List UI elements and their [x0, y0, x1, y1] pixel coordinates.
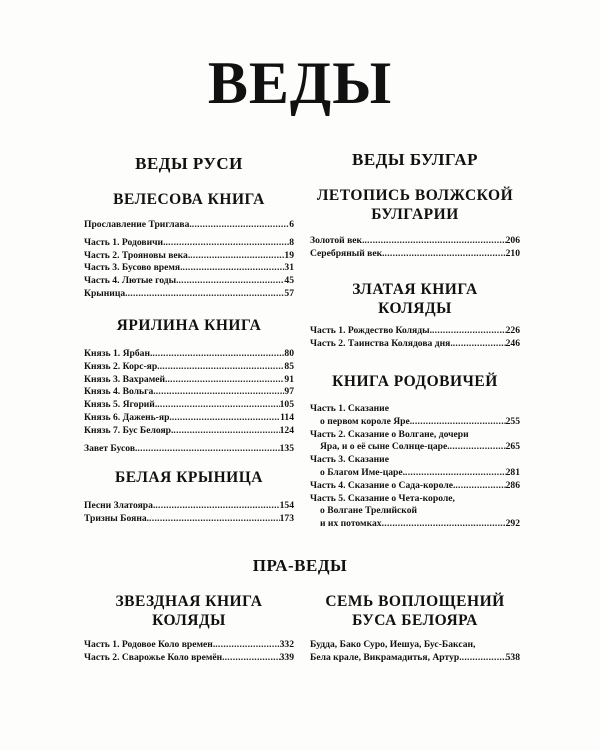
toc-entry[interactable]: Часть 3. Сказание о Благом Име-царе. ..... 281 [310, 454, 520, 480]
toc-entry[interactable]: Завет Бусов. ..... 135 [84, 443, 294, 456]
toc-entry[interactable]: Часть 2. Сварожье Коло времён. ..... 339 [84, 652, 294, 665]
book-heading-line2: БУСА БЕЛОЯРА [352, 612, 478, 629]
book-rodovichey [310, 372, 520, 531]
toc-entry[interactable]: Князь 4. Вольга. ..... 97 [84, 386, 294, 399]
toc-entry[interactable]: Князь 6. Дажень-яр. ..... 114 [84, 412, 294, 425]
book-heading: КНИГА РОДОВИЧЕЙ [332, 373, 498, 390]
book-letopis [310, 186, 520, 261]
book-zvezdnaya [84, 592, 294, 665]
toc-entry[interactable]: Часть 2. Таинства Колядова дня. ..... 246 [310, 338, 520, 351]
toc-entry[interactable]: Князь 7. Бус Белояр. ..... 124 [84, 425, 294, 438]
toc-entry[interactable]: Часть 4. Лютые годы. ..... 45 [84, 275, 294, 288]
book-heading-line1: ЗЛАТАЯ КНИГА [352, 281, 478, 298]
toc-entry[interactable]: Тризны Бояна. ..... 173 [84, 513, 294, 526]
page-title: ВЕДЫ [207, 50, 393, 116]
book-heading: БЕЛАЯ КРЫНИЦА [115, 469, 263, 486]
book-heading-line2: КОЛЯДЫ [152, 612, 226, 629]
toc-entry[interactable]: Часть 4. Сказание о Сада-короле. ..... 286 [310, 480, 520, 493]
section-heading: ВЕДЫ БУЛГАР [352, 150, 478, 169]
book-heading-line2: КОЛЯДЫ [378, 300, 452, 317]
book-heading-line1: СЕМЬ ВОПЛОЩЕНИЙ [325, 593, 505, 610]
section-vedy-rusi [84, 154, 294, 174]
book-heading-line2: БУЛГАРИИ [371, 206, 459, 223]
book-belaya [84, 468, 294, 526]
toc-entry[interactable]: Часть 3. Бусово время. ..... 31 [84, 262, 294, 275]
book-zlataya [310, 280, 520, 351]
toc-entry[interactable]: Князь 1. Ярбан. ..... 80 [84, 348, 294, 361]
book-heading: ВЕЛЕСОВА КНИГА [113, 191, 265, 208]
toc-entry[interactable]: Князь 2. Корс-яр. ..... 85 [84, 361, 294, 374]
toc-entry[interactable]: Серебряный век. ..... 210 [310, 248, 520, 261]
toc-entry[interactable]: Часть 2. Трояновы века. ..... 19 [84, 250, 294, 263]
book-heading-line1: ЗВЕЗДНАЯ КНИГА [115, 593, 263, 610]
toc-entry[interactable]: Часть 2. Сказание о Волгане, дочери Яра, и о её сыне Солнце-царе. ..... 265 [310, 429, 520, 455]
toc-entry[interactable]: Часть 5. Сказание о Чета-короле, о Волгане Трелийской и их потомках ..... 292 [310, 493, 520, 531]
book-heading-line1: ЛЕТОПИСЬ ВОЛЖСКОЙ [316, 187, 514, 204]
toc-entry[interactable]: Князь 3. Вахрамей. ..... 91 [84, 374, 294, 387]
toc-entry[interactable]: Часть 1. Родовое Коло времен. ..... 332 [84, 639, 294, 652]
section-vedy-bulgar [310, 150, 520, 170]
toc-entry[interactable]: Песни Златояра. ..... 154 [84, 500, 294, 513]
toc-entry[interactable]: Князь 5. Ягорий. ..... 105 [84, 399, 294, 412]
toc-entry[interactable]: Золотой век. ..... 206 [310, 235, 520, 248]
section-heading: ПРА-ВЕДЫ [252, 556, 348, 575]
book-heading: ЯРИЛИНА КНИГА [116, 317, 262, 334]
toc-entry[interactable]: Крыница. ..... 57 [84, 288, 294, 301]
toc-entry[interactable]: Прославление Триглава. ..... 6 [84, 219, 294, 232]
toc-entry[interactable]: Часть 1. Родовичи. ..... 8 [84, 237, 294, 250]
toc-entry[interactable]: Часть 1. Рождество Коляды. ..... 226 [310, 325, 520, 338]
book-yarilina [84, 316, 294, 455]
book-sem [310, 592, 520, 665]
toc-entry[interactable]: Часть 1. Сказание о первом короле Яре. ..... 255 [310, 403, 520, 429]
book-velesova [84, 190, 294, 301]
section-heading: ВЕДЫ РУСИ [135, 154, 243, 173]
toc-entry[interactable]: Будда, Бако Суро, Иешуа, Бус-Баксан, Бела крале, Викрамадитья, Артур. ..... 538 [310, 639, 520, 665]
